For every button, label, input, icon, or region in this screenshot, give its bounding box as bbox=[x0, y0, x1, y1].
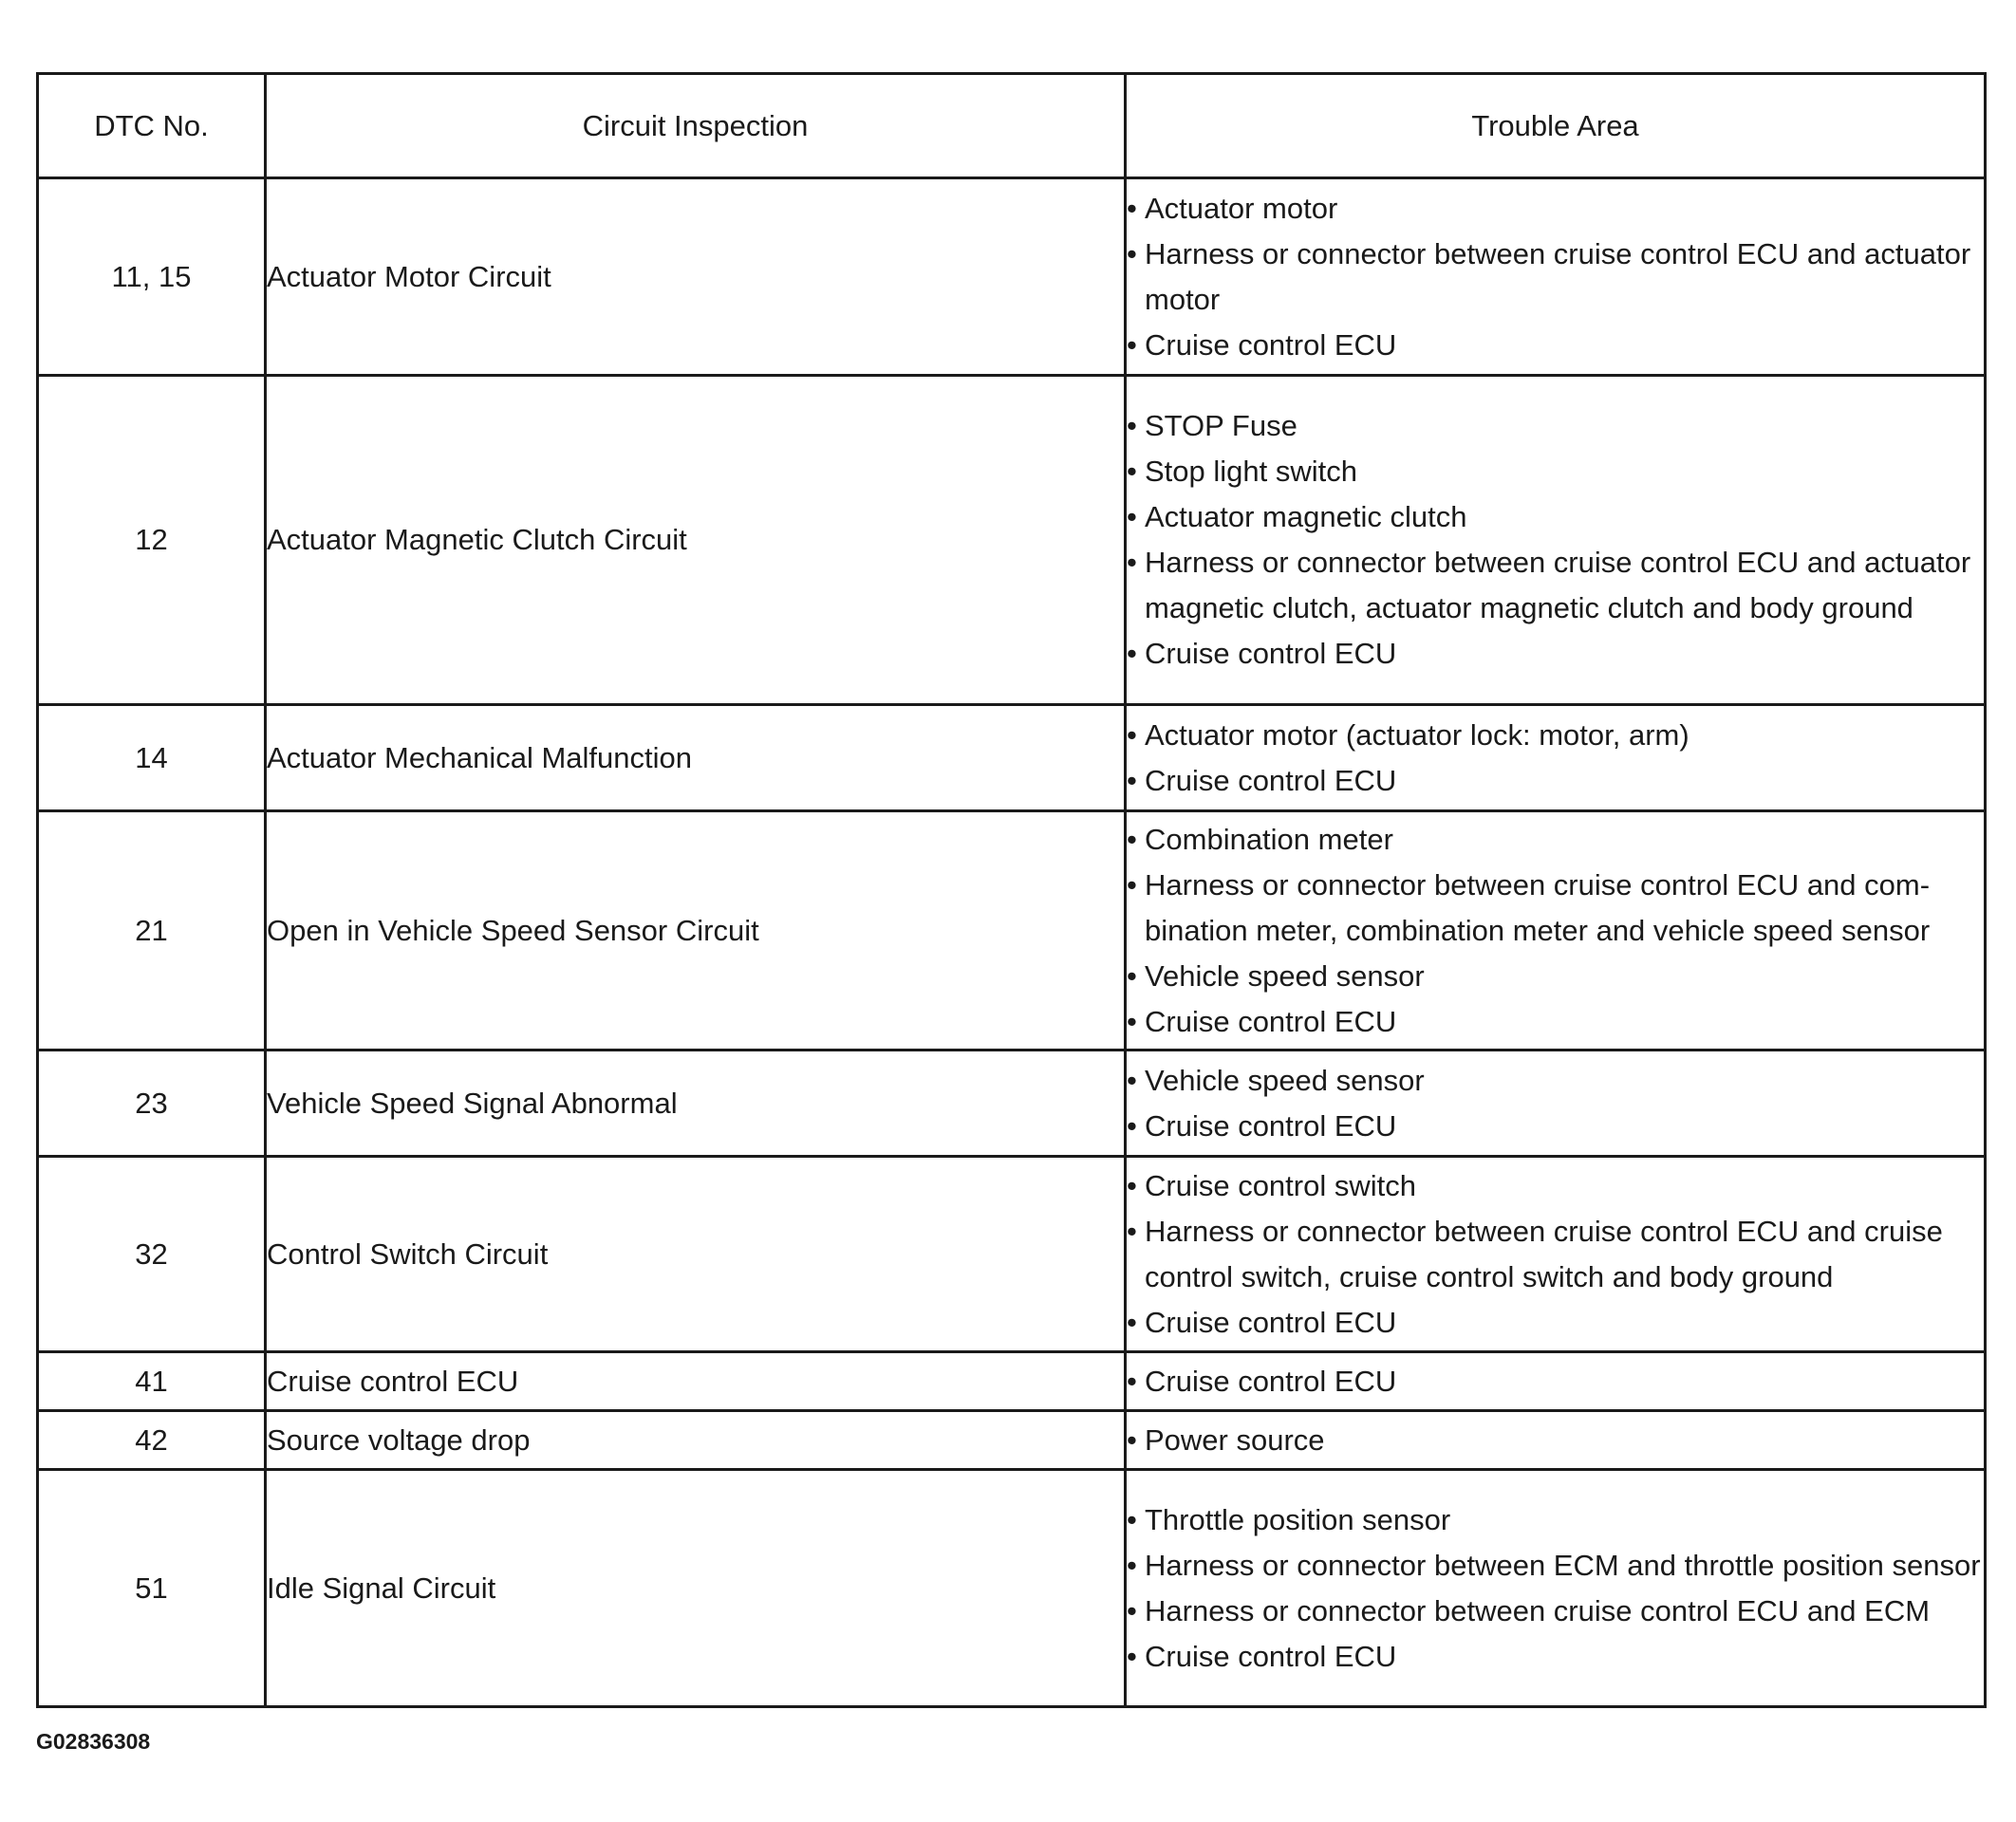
trouble-area-item: • Actuator motor bbox=[1127, 186, 1984, 232]
circuit-inspection-cell: Actuator Magnetic Clutch Circuit bbox=[266, 376, 1126, 705]
trouble-area-item: • Harness or connector between cruise control ECU and cruise control switch, cruise control switch and body ground bbox=[1127, 1209, 1984, 1300]
trouble-area-item: • Power source bbox=[1127, 1418, 1984, 1463]
circuit-inspection-cell: Control Switch Circuit bbox=[266, 1157, 1126, 1352]
table-row bbox=[38, 1470, 1986, 1707]
trouble-area-item: • Throttle position sensor bbox=[1127, 1497, 1984, 1543]
dtc-number-cell: 41 bbox=[38, 1352, 266, 1411]
table-row bbox=[38, 1411, 1986, 1470]
circuit-inspection-cell: Open in Vehicle Speed Sensor Circuit bbox=[266, 811, 1126, 1050]
trouble-area-item: • Stop light switch bbox=[1127, 449, 1984, 494]
table-row bbox=[38, 178, 1986, 376]
header-circuit-inspection: Circuit Inspection bbox=[266, 74, 1126, 178]
trouble-area-item: • Harness or connector between cruise control ECU and ECM bbox=[1127, 1589, 1984, 1634]
dtc-number-cell: 14 bbox=[38, 705, 266, 811]
trouble-area-item: • Harness or connector between cruise control ECU and com-bination meter, combination meter and vehicle speed sensor bbox=[1127, 863, 1984, 954]
circuit-inspection-cell: Idle Signal Circuit bbox=[266, 1470, 1126, 1707]
dtc-number-cell: 42 bbox=[38, 1411, 266, 1470]
table-row bbox=[38, 811, 1986, 1050]
trouble-area-list bbox=[1127, 1163, 1984, 1346]
dtc-number-cell: 11, 15 bbox=[38, 178, 266, 376]
circuit-inspection-cell: Actuator Mechanical Malfunction bbox=[266, 705, 1126, 811]
dtc-number-cell: 23 bbox=[38, 1050, 266, 1157]
circuit-inspection-cell: Actuator Motor Circuit bbox=[266, 178, 1126, 376]
trouble-area-cell bbox=[1126, 705, 1986, 811]
trouble-area-list bbox=[1127, 1497, 1984, 1680]
header-trouble-area: Trouble Area bbox=[1126, 74, 1986, 178]
circuit-inspection-cell: Source voltage drop bbox=[266, 1411, 1126, 1470]
trouble-area-cell bbox=[1126, 1157, 1986, 1352]
trouble-area-cell bbox=[1126, 376, 1986, 705]
trouble-area-list bbox=[1127, 186, 1984, 368]
dtc-number-cell: 12 bbox=[38, 376, 266, 705]
trouble-area-cell bbox=[1126, 1470, 1986, 1707]
trouble-area-item: • Actuator magnetic clutch bbox=[1127, 494, 1984, 540]
trouble-area-cell bbox=[1126, 1411, 1986, 1470]
trouble-area-item: • Cruise control ECU bbox=[1127, 758, 1984, 804]
trouble-area-cell bbox=[1126, 811, 1986, 1050]
trouble-area-item: • Harness or connector between cruise control ECU and actuator magnetic clutch, actuator magnetic clutch and body ground bbox=[1127, 540, 1984, 631]
trouble-area-item: • Cruise control ECU bbox=[1127, 1634, 1984, 1680]
header-dtc-no: DTC No. bbox=[38, 74, 266, 178]
trouble-area-cell bbox=[1126, 1352, 1986, 1411]
trouble-area-list bbox=[1127, 1058, 1984, 1149]
table-row bbox=[38, 376, 1986, 705]
trouble-area-cell bbox=[1126, 178, 1986, 376]
trouble-area-list bbox=[1127, 713, 1984, 804]
table-body bbox=[38, 178, 1986, 1707]
table-header-row bbox=[38, 74, 1986, 178]
trouble-area-list bbox=[1127, 817, 1984, 1045]
trouble-area-item: • Cruise control ECU bbox=[1127, 1104, 1984, 1149]
trouble-area-item: • Cruise control ECU bbox=[1127, 323, 1984, 368]
table-row bbox=[38, 1050, 1986, 1157]
trouble-area-list bbox=[1127, 1418, 1984, 1463]
trouble-area-item: • Actuator motor (actuator lock: motor, arm) bbox=[1127, 713, 1984, 758]
circuit-inspection-cell: Vehicle Speed Signal Abnormal bbox=[266, 1050, 1126, 1157]
dtc-number-cell: 32 bbox=[38, 1157, 266, 1352]
circuit-inspection-cell: Cruise control ECU bbox=[266, 1352, 1126, 1411]
trouble-area-item: • Cruise control ECU bbox=[1127, 631, 1984, 677]
trouble-area-item: • Cruise control ECU bbox=[1127, 1359, 1984, 1404]
trouble-area-item: • Cruise control ECU bbox=[1127, 999, 1984, 1045]
dtc-table bbox=[36, 72, 1987, 1708]
trouble-area-item: • Cruise control switch bbox=[1127, 1163, 1984, 1209]
dtc-number-cell: 21 bbox=[38, 811, 266, 1050]
table-row bbox=[38, 705, 1986, 811]
figure-id: G02836308 bbox=[36, 1729, 151, 1754]
trouble-area-list bbox=[1127, 403, 1984, 677]
trouble-area-item: • Harness or connector between ECM and throttle position sensor bbox=[1127, 1543, 1984, 1589]
trouble-area-item: • Vehicle speed sensor bbox=[1127, 1058, 1984, 1104]
dtc-number-cell: 51 bbox=[38, 1470, 266, 1707]
trouble-area-item: • STOP Fuse bbox=[1127, 403, 1984, 449]
table-row bbox=[38, 1352, 1986, 1411]
trouble-area-list bbox=[1127, 1359, 1984, 1404]
trouble-area-item: • Vehicle speed sensor bbox=[1127, 954, 1984, 999]
trouble-area-item: • Combination meter bbox=[1127, 817, 1984, 863]
trouble-area-cell bbox=[1126, 1050, 1986, 1157]
trouble-area-item: • Cruise control ECU bbox=[1127, 1300, 1984, 1346]
table-row bbox=[38, 1157, 1986, 1352]
trouble-area-item: • Harness or connector between cruise control ECU and actuator motor bbox=[1127, 232, 1984, 323]
